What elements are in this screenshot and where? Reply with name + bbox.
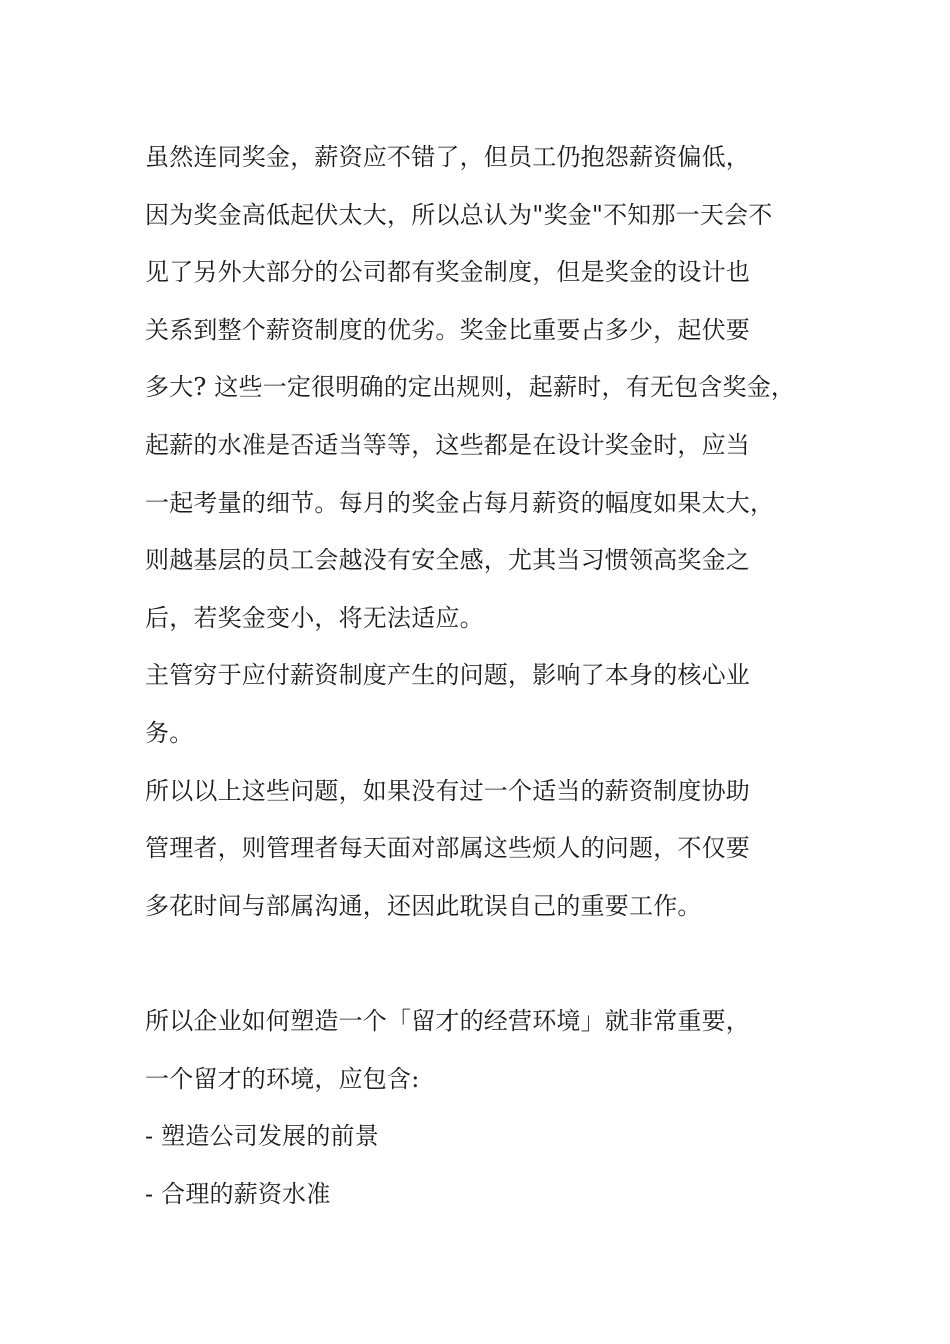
text-line: 务。 <box>145 718 194 747</box>
text-line: 起薪的水准是否适当等等，这些都是在设计奖金时，应当 <box>145 430 750 459</box>
text-line: 多花时间与部属沟通，还因此耽误自己的重要工作。 <box>145 891 702 920</box>
text-line: 见了另外大部分的公司都有奖金制度，但是奖金的设计也 <box>145 258 750 287</box>
text-line: 一个留才的环境，应包含: <box>145 1064 420 1093</box>
text-line: 所以以上这些问题，如果没有过一个适当的薪资制度协助 <box>145 776 750 805</box>
text-line: 所以企业如何塑造一个「留才的经营环境」就非常重要， <box>145 1006 750 1035</box>
text-line: 主管穷于应付薪资制度产生的问题，影响了本身的核心业 <box>145 661 750 690</box>
body-text <box>145 137 845 1231</box>
text-line: 一起考量的细节。每月的奖金占每月薪资的幅度如果太大， <box>145 488 775 517</box>
text-line: 因为奖金高低起伏太大，所以总认为"奖金"不知那一天会不 <box>145 200 773 229</box>
text-line: 关系到整个薪资制度的优劣。奖金比重要占多少，起伏要 <box>145 315 750 344</box>
text-line: 后，若奖金变小，将无法适应。 <box>145 603 484 632</box>
text-line: 多大? 这些一定很明确的定出规则，起薪时，有无包含奖金， <box>145 373 796 402</box>
text-line: 管理者，则管理者每天面对部属这些烦人的问题，不仅要 <box>145 834 750 863</box>
list-item: - 合理的薪资水准 <box>145 1179 331 1208</box>
list-item: - 塑造公司发展的前景 <box>145 1122 379 1151</box>
text-line: 则越基层的员工会越没有安全感，尤其当习惯领高奖金之 <box>145 546 750 575</box>
text-line: 虽然连同奖金，薪资应不错了，但员工仍抱怨薪资偏低， <box>145 143 750 171</box>
blank-line <box>145 943 845 1001</box>
